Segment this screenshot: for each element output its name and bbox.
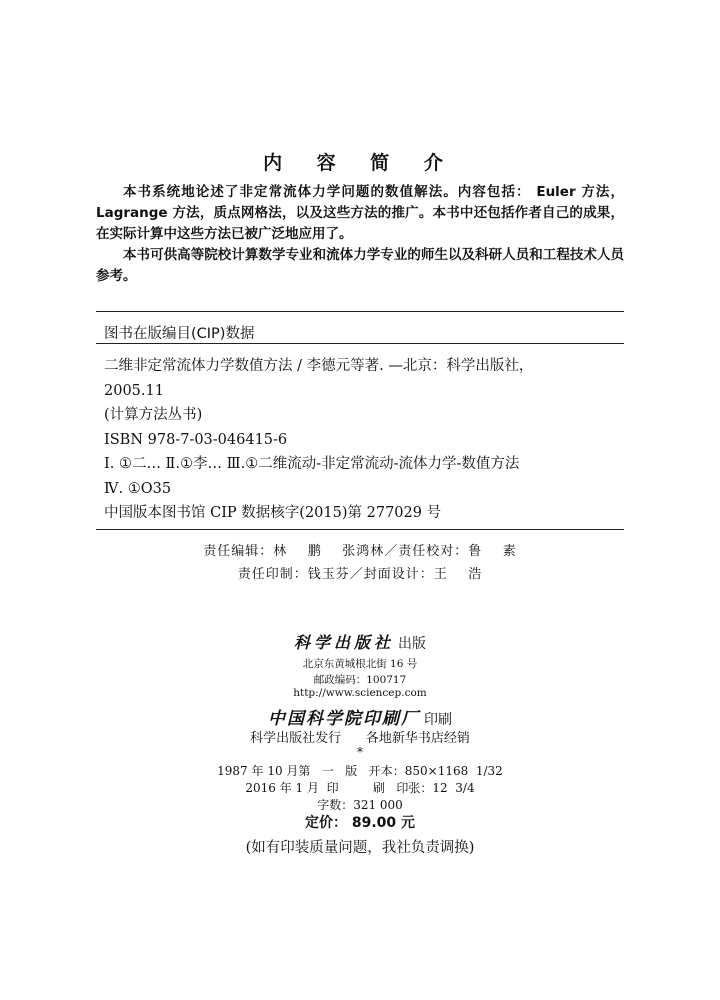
cip-line-isbn: ISBN 978-7-03-046415-6: [104, 431, 288, 448]
divider-bottom: [96, 529, 624, 530]
intro-text: [96, 182, 624, 287]
publisher-suffix: 出版: [398, 636, 426, 652]
divider-top: [96, 311, 624, 312]
edition-line: 1987 年 10 月第 一 版 开本：850×1168 1/32: [217, 764, 503, 778]
production-credits: 责任印制：钱玉芬／封面设计：王 浩: [237, 567, 483, 582]
editor-credits: 责任编辑：林 鹏 张鸿林／责任校对：鲁 素: [203, 544, 517, 559]
printer-suffix: 印刷: [424, 712, 452, 728]
cip-line-title: 二维非定常流体力学数值方法 / 李德元等著. —北京：科学出版社，: [104, 358, 534, 374]
publisher-name: 科学出版社: [293, 633, 394, 652]
cip-block: [104, 354, 629, 526]
publisher-address: 北京东黄城根北街 16 号: [302, 658, 418, 670]
publisher-line: [0, 630, 720, 653]
divider-cip: [96, 343, 624, 344]
word-count-line: 字数：321 000: [317, 798, 403, 812]
cip-line-classification: Ⅰ. ①二… Ⅱ.①李… Ⅲ.①二维流动-非定常流动-流体力学-数值方法: [104, 456, 520, 472]
distribution-line: 科学出版社发行 各地新华书店经销: [250, 731, 470, 746]
quality-note: (如有印装质量问题，我社负责调换): [245, 840, 475, 856]
price-line: 定价： 89.00 元: [304, 815, 416, 831]
intro-heading: 内 容 简 介: [263, 152, 457, 174]
printer-name: 中国科学院印刷厂: [268, 709, 420, 729]
publisher-website: http://www.sciencep.com: [293, 687, 427, 699]
cip-line-record-number: 中国版本图书馆 CIP 数据核字(2015)第 277029 号: [104, 505, 442, 521]
intro-paragraph-1: 本书系统地论述了非定常流体力学问题的数值解法。内容包括： Euler 方法，Lagrange 方法，质点网格法，以及这些方法的推广。本书中还包括作者自己的成果，在实际计算中这些方法已被广泛地应用了。: [96, 184, 624, 242]
cip-line-date: 2005.11: [104, 382, 164, 399]
intro-paragraph-2: 本书可供高等院校计算数学专业和流体力学专业的师生以及科研人员和工程技术人员参考。: [96, 247, 624, 284]
cip-line-series: (计算方法丛书): [104, 407, 203, 423]
cip-line-class-code: Ⅳ. ①O35: [104, 480, 172, 497]
publisher-postcode: 邮政编码：100717: [313, 674, 407, 686]
separator-star: *: [357, 745, 363, 759]
cip-heading: 图书在版编目(CIP)数据: [104, 326, 255, 342]
printer-line: [0, 704, 720, 729]
printing-line: 2016 年 1 月 印 刷 印张：12 3/4: [245, 781, 475, 795]
